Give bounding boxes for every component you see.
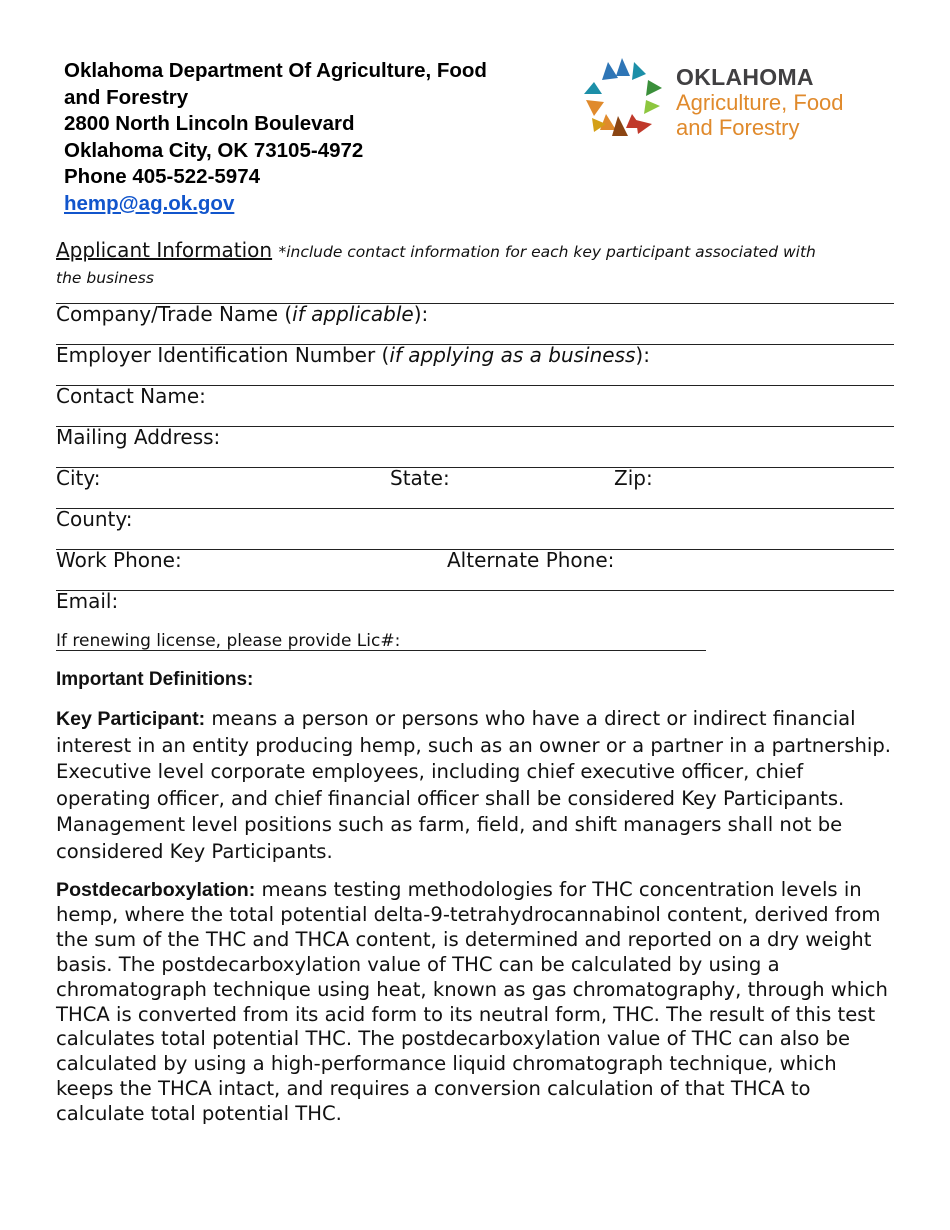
applicant-information-section xyxy=(56,238,886,287)
oklahoma-agriculture-logo xyxy=(576,54,896,146)
license-number-label: If renewing license, please provide Lic#: xyxy=(56,631,401,651)
section-note-continued: the business xyxy=(56,269,154,287)
email-field[interactable] xyxy=(56,590,894,591)
ein-label: Employer Identification Number (if applying as a business): xyxy=(56,343,650,367)
email-label: Email: xyxy=(56,589,119,613)
logo-wordmark xyxy=(676,64,844,140)
section-note: *include contact information for each key participant associated with xyxy=(278,243,816,261)
logo-line1: OKLAHOMA xyxy=(676,64,814,90)
county-field[interactable] xyxy=(56,508,894,509)
agency-phone: Phone 405-522-5974 xyxy=(64,165,261,188)
key-participant-term: Key Participant: xyxy=(56,708,206,730)
state-label: State: xyxy=(390,466,450,490)
alternate-phone-label: Alternate Phone: xyxy=(447,548,615,572)
agency-name-line1: Oklahoma Department Of Agriculture, Food xyxy=(64,59,487,82)
mailing-address-label: Mailing Address: xyxy=(56,425,221,449)
county-label: County: xyxy=(56,507,133,531)
agency-name-line2: and Forestry xyxy=(64,85,189,109)
definitions-title: Important Definitions: xyxy=(56,669,254,690)
logo-line2: Agriculture, Food xyxy=(676,90,844,115)
city-label: City: xyxy=(56,466,101,490)
work-phone-label: Work Phone: xyxy=(56,548,182,572)
key-participant-definition xyxy=(56,706,896,866)
postdecarboxylation-text: means testing methodologies for THC concentration levels in hemp, where the total potential delta-9-tetrahydrocannabinol content, derived from the sum of the THC and THCA content, is determined and reported on a dry weight basis. The postdecarboxylation value of THC can be calculated by using a chromatograph technique using heat, known as gas chromatography, through which THCA is converted from its acid form to its neutral form, THC. The result of this test calculates total potential THC. The postdecarboxylation value of THC can also be calculated by using a high-performance liquid chromatograph technique, which keeps the THCA intact, and requires a conversion calculation of that THCA to calculate total potential THC. xyxy=(56,878,888,1126)
key-participant-text: means a person or persons who have a direct or indirect financial interest in an entity producing hemp, such as an owner or a partner in a partnership. Executive level corporate employees, including chief executive officer, chief operating officer, and chief financial officer shall be considered Key Participants. Management level positions such as farm, field, and shift managers shall not be considered Key Participants. xyxy=(56,707,892,863)
company-name-label: Company/Trade Name (if applicable): xyxy=(56,302,429,326)
postdecarboxylation-definition xyxy=(56,878,896,1127)
city-state-zip-field[interactable] xyxy=(56,467,894,468)
postdecarboxylation-term: Postdecarboxylation: xyxy=(56,879,256,901)
section-title: Applicant Information xyxy=(56,238,273,262)
logo-line3: and Forestry xyxy=(676,115,800,140)
agency-email-link[interactable]: hemp@ag.ok.gov xyxy=(64,191,235,215)
contact-name-label: Contact Name: xyxy=(56,384,206,408)
license-number-field[interactable] xyxy=(56,650,706,651)
star-emblem-icon xyxy=(576,54,668,146)
zip-label: Zip: xyxy=(614,466,653,490)
agency-city-state-zip: Oklahoma City, OK 73105-4972 xyxy=(64,138,364,162)
agency-address: 2800 North Lincoln Boulevard xyxy=(64,112,355,135)
agency-header xyxy=(64,58,564,217)
